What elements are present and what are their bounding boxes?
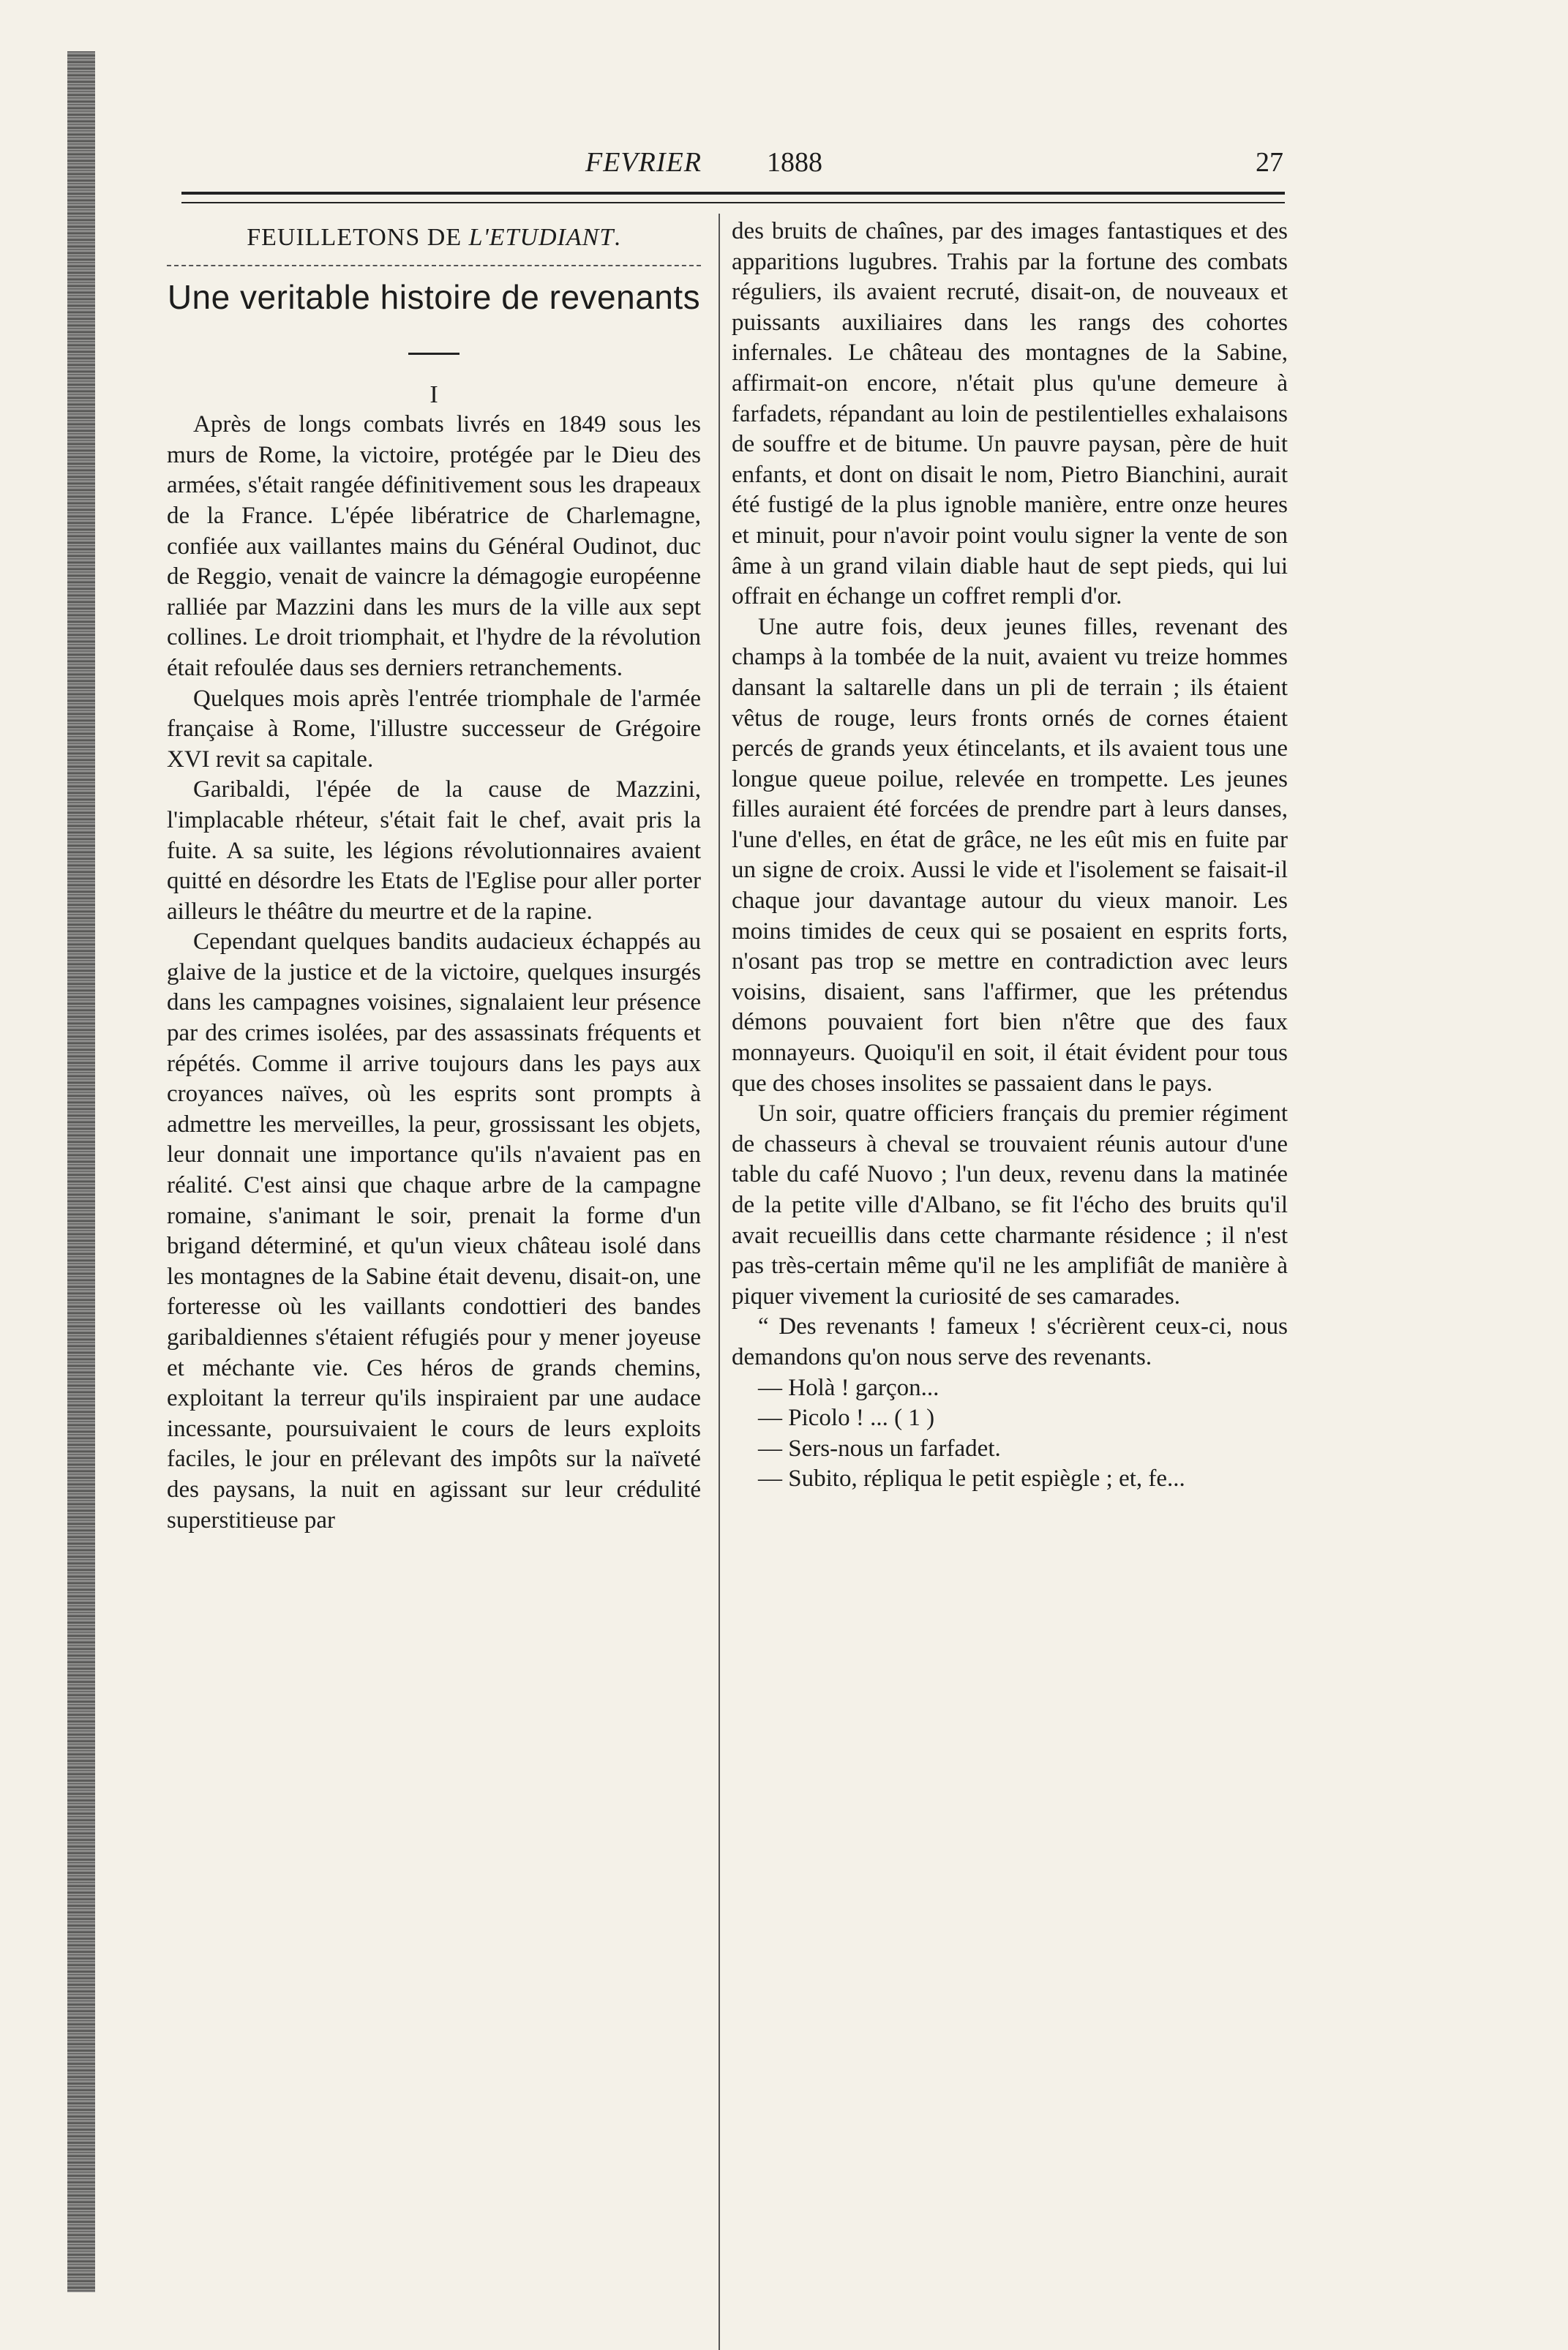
dialogue-line: — Subito, répliqua le petit espiègle ; et, fe... [758,1465,1185,1493]
title-rule [408,353,459,355]
paragraph: “ Des revenants ! fameux ! s'écrièrent ceux-ci, nous demandons qu'on nous serve des revenants. [732,1313,1288,1370]
header-rule [181,192,1285,203]
paragraph: Quelques mois après l'entrée triomphale de l'armée française à Rome, l'illustre successeur de Grégoire XVI revit sa capitale. [167,685,701,773]
section-heading-italic: L'ETUDIANT [468,224,615,251]
paragraph: Garibaldi, l'épée de la cause de Mazzini, l'implacable rhéteur, s'était fait le chef, avait pris la fuite. A sa suite, les légions révolutionnaires avaient quitté en désordre les Etats de l'Eglise pour aller porter ailleurs le théâtre du meurtre et de la rapine. [167,776,701,925]
column-divider [719,214,720,2350]
chapter-number: I [429,380,438,408]
binding-edge [67,51,95,2292]
story-title: Une veritable histoire de revenants [167,278,701,316]
paragraph: des bruits de chaînes, par des images fantastiques et des apparitions lugubres. Trahis par la fortune des combats réguliers, ils avaient recruté, disait-on, de nouveaux et puissants auxiliaires dans les rangs des cohortes infernales. Le château des montagnes de la Sabine, affirmait-on encore, n'était plus qu'une demeure à farfadets, répandant au loin de pestilentielles exhalaisons de souffre et de bitume. Un pauvre paysan, père de huit enfants, et dont on disait le nom, Pietro Bianchini, aurait été fustigé de la plus ignoble manière, entre onze heures et minuit, pour n'avoir point voulu signer la vente de son âme à un grand vilain diable haut de sept pieds, qui lui offrait en échange un coffret rempli d'or. [732,218,1288,610]
section-heading-period: . [614,224,621,251]
paragraph: Un soir, quatre officiers français du premier régiment de chasseurs à cheval se trouvaient réunis autour d'une table du café Nuovo ; l'un deux, revenu dans la matinée de la petite ville d'Albano, se fit l'écho des bruits qu'il avait recueillis dans cette charmante résidence ; il n'est pas très-certain même qu'il ne les amplifiât de manière à piquer vivement la curiosité de ses camarades. [732,1100,1288,1310]
section-heading-part: FEUILLETONS DE [247,224,469,251]
paragraph: Une autre fois, deux jeunes filles, revenant des champs à la tombée de la nuit, avaient vu treize hommes dansant la saltarelle dans un pli de terrain ; ils étaient vêtus de rouge, leurs fronts ornés de cornes étaient percés de grands yeux étincelants, et ils avaient tous une longue queue poilue, relevée en trompette. Les jeunes filles auraient été forcées de prendre part à leurs danses, l'une d'elles, en état de grâce, ne les eût mis en fuite par un signe de croix. Aussi le vide et l'isolement se faisait-il chaque jour davantage autour du vieux manoir. Les moins timides de ceux qui se posaient en esprits forts, n'osant pas trop se mettre en contradiction avec leurs voisins, disaient, sans l'affirmer, que les prétendus démons pouvaient fort bien n'être que des faux monnayeurs. Quoiqu'il en soit, il était évident pour tous que des choses insolites se passaient dans le pays. [732,613,1288,1097]
section-heading [167,222,701,255]
left-column [167,217,701,1536]
paragraph: Cependant quelques bandits audacieux échappés au glaive de la justice et de la victoire, quelques insurgés dans les campagnes voisines, signalaient leur présence par des crimes isolées, par des assassinats fréquents et répétés. Comme il arrive toujours dans les pays aux croyances naïves, où les esprits sont prompts à admettre les merveilles, la peur, grossissant les objets, leur donnait une importance qu'ils n'avaient pas en réalité. C'est ainsi que chaque arbre de la campagne romaine, s'animant le soir, prenait la forme d'un brigand déterminé, et qu'un vieux château isolé dans les montagnes de la Sabine était devenu, disait-on, une forteresse où les vaillants condottieri des bandes garibaldiennes s'étaient réfugiés pour y mener joyeuse et méchante vie. Ces héros de grands chemins, exploitant la terreur qu'ils inspiraient par une audace incessante, poursuivaient le cours de leurs exploits faciles, le jour en prélevant des impôts sur la naïveté des paysans, la nuit en agissant sur leur crédulité superstitieuse par [167,928,701,1533]
paragraph: Après de longs combats livrés en 1849 sous les murs de Rome, la victoire, protégée par le Dieu des armées, s'était rangée définitivement sous les drapeaux de la France. L'épée libératrice de Charlemagne, confiée aux vaillantes mains du Général Oudinot, duc de Reggio, venait de vaincre la démagogie européenne ralliée par Mazzini dans les murs de la ville aux sept collines. Le droit triomphait, et l'hydre de la révolution était refoulée daus ses derniers retranchements. [167,411,701,681]
running-head [0,146,1568,183]
dialogue-line: — Picolo ! ... ( 1 ) [758,1405,935,1432]
dialogue-line: — Holà ! garçon... [758,1374,939,1401]
header-month: FEVRIER [585,147,702,178]
header-year: 1888 [767,147,822,178]
right-column [732,217,1288,1495]
page-number: 27 [1256,147,1283,178]
section-rule [167,265,701,266]
dialogue-line: — Sers-nous un farfadet. [758,1435,1001,1462]
